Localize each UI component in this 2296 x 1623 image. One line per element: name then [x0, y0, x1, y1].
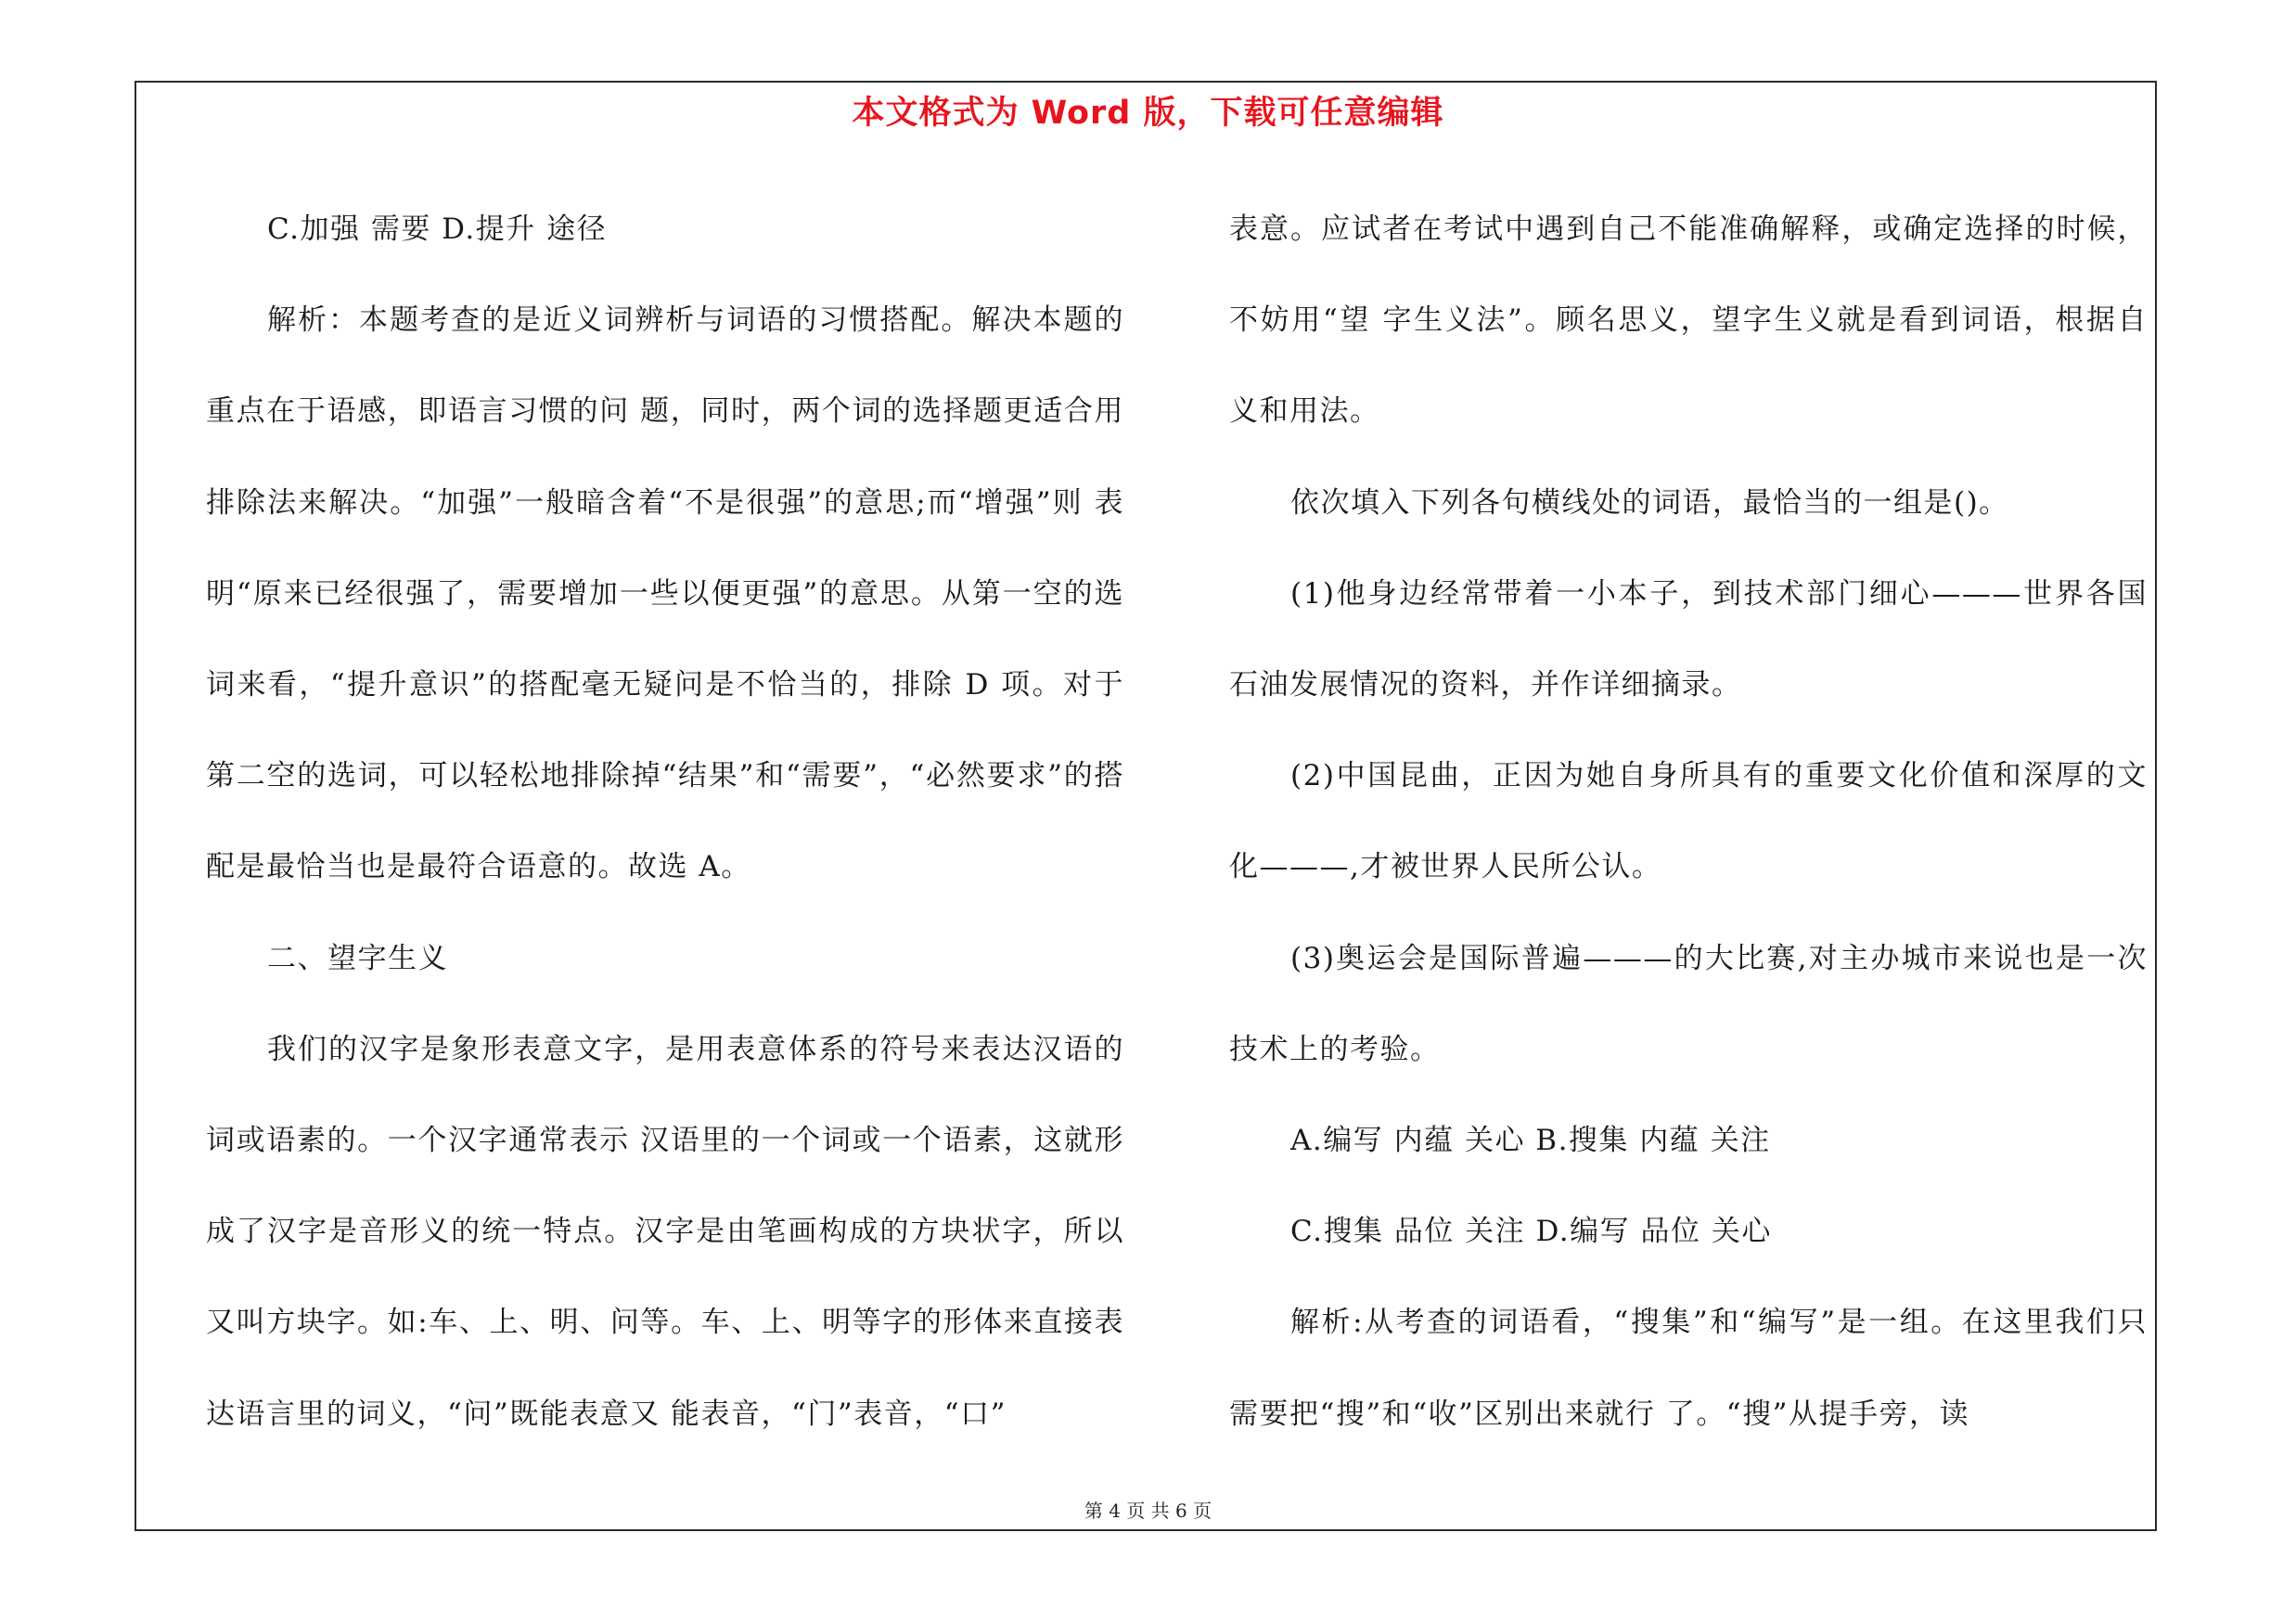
right-paragraph-2: 依次填入下列各句横线处的词语，最恰当的一组是()。 — [1290, 485, 2009, 520]
right-paragraph-6: A.编写 内蕴 关心 B.搜集 内蕴 关注 — [1290, 1124, 1771, 1158]
right-paragraph-7: C.搜集 品位 关注 D.编写 品位 关心 — [1290, 1215, 1772, 1249]
right-paragraph-5: (3)奥运会是国际普遍———的大比赛,对主办城市来说也是一次技术上的考验。 — [1229, 941, 2148, 1066]
right-paragraph-3: (1)他身边经常带着一小本子，到技术部门细心———世界各国石油发展情况的资料，并作详细摘录。 — [1229, 576, 2148, 702]
left-column — [206, 184, 1124, 1460]
right-column — [1229, 184, 2148, 1460]
page-footer: 第 4 页 共 6 页 — [1084, 1500, 1212, 1522]
left-paragraph-1: C.加强 需要 D.提升 途径 — [267, 213, 608, 246]
right-paragraph-8: 解析:从考查的词语看，“搜集”和“编写”是一组。在这里我们只需要把“搜”和“收”区别出来就行 了。“搜”从提手旁，读 — [1229, 1306, 2148, 1431]
left-paragraph-2: 解析：本题考查的是近义词辨析与词语的习惯搭配。解决本题的重点在于语感，即语言习惯的问 题，同时，两个词的选择题更适合用排除法来解决。“加强”一般暗含着“不是很强”的意思;而“增强”则 表明“原来已经很强了，需要增加一些以便更强”的意思。从第一空的选词来看，“提升意识”的搭配毫无疑问是不恰当的，排除 D 项。对于第二空的选词，可以轻松地排除掉“结果”和“需要”，“必然要求”的搭 配是最恰当也是最符合语意的。故选 A。 — [206, 303, 1124, 884]
right-paragraph-1: 表意。应试者在考试中遇到自己不能准确解释，或确定选择的时候，不妨用“望 字生义法”。顾名思义，望字生义就是看到词语，根据自 义和用法。 — [1229, 213, 2148, 429]
left-paragraph-4: 我们的汉字是象形表意文字，是用表意体系的符号来表达汉语的词或语素的。一个汉字通常表示 汉语里的一个词或一个语素，这就形成了汉字是音形义的统一特点。汉字是由笔画构成的方块状字，所以又叫方块字。如:车、上、明、问等。车、上、明等字的形体来直接表达语言里的词义，“问”既能表意又 能表音，“门”表音，“口” — [206, 1032, 1124, 1431]
right-paragraph-4: (2)中国昆曲，正因为她自身所具有的重要文化价值和深厚的文化———,才被世界人民所公认。 — [1229, 759, 2148, 884]
left-paragraph-3: 二、望字生义 — [267, 941, 448, 975]
header-banner: 本文格式为 Word 版，下载可任意编辑 — [852, 95, 1444, 132]
